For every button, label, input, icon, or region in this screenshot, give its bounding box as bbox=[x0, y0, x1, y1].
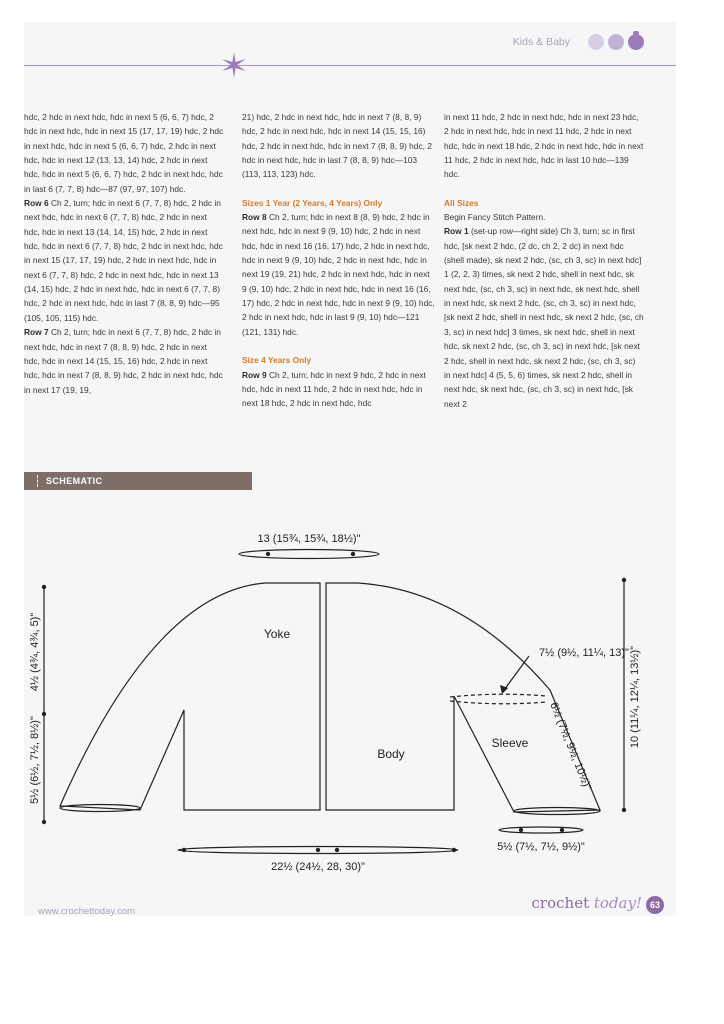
header-dots-icon bbox=[582, 31, 662, 53]
yoke-depth-measure: 4½ (4¾, 4¾, 5)" bbox=[29, 612, 41, 692]
footer-url[interactable]: www.crochettoday.com bbox=[38, 906, 135, 916]
sleeve-label: Sleeve bbox=[491, 736, 529, 750]
cuff-dimension-ellipse bbox=[499, 827, 583, 833]
text-column-3 bbox=[444, 110, 644, 411]
row-7 bbox=[24, 325, 224, 397]
schematic-tick bbox=[37, 475, 39, 487]
neck-measure: 13 (15¾, 15¾, 18½)" bbox=[257, 533, 361, 545]
row-text: Ch 2, turn; hdc in next 6 (7, 7, 8) hdc, 2 hdc in next hdc, hdc in next 7 (8, 8, 9) hdc, 2 hdc in next hdc, hdc in next 14 (15, 15, 16) hdc, 2 hdc in next hdc, hdc in next 7 (8, 8, 9) hdc, 2 hdc in next hdc, hdc in next 17 (19, 19, bbox=[24, 327, 223, 395]
row-9 bbox=[242, 368, 436, 411]
row-label: Row 9 bbox=[242, 369, 267, 380]
magazine-logo bbox=[532, 894, 642, 912]
logo-crochet: crochet bbox=[531, 894, 590, 912]
page-number: 63 bbox=[646, 896, 664, 914]
paragraph: 21) hdc, 2 hdc in next hdc, hdc in next 7 (8, 8, 9) hdc, 2 hdc in next hdc, hdc in next 14 (15, 15, 16) hdc, 2 hdc in next hdc, hdc in next 7 (8, 8, 9) hdc, 2 hdc in next hdc, hdc in last 7 (8, 8, 9) hdc—103 (113, 113, 123) hdc. bbox=[242, 112, 432, 180]
upper-arm-arrow bbox=[504, 656, 529, 690]
upper-arm-measure: 7½ (9½, 11¼, 13)" bbox=[539, 647, 629, 659]
cuff-width-measure: 5½ (7½, 7½, 9½)" bbox=[497, 841, 585, 853]
size-heading: All Sizes bbox=[444, 197, 479, 208]
total-length-measure: 10 (11¼, 12¼, 13½)" bbox=[629, 645, 641, 749]
row-label: Row 7 bbox=[24, 327, 49, 338]
row-8 bbox=[242, 210, 436, 339]
yoke-label: Yoke bbox=[263, 627, 291, 641]
paragraph: Begin Fancy Stitch Pattern. bbox=[444, 212, 546, 223]
size-heading: Size 4 Years Only bbox=[242, 355, 312, 366]
row-text: Ch 2, turn; hdc in next 8 (8, 9) hdc, 2 hdc in next hdc, hdc in next 9 (9, 10) hdc, 2 hdc in next hdc, hdc in next 16 (16, 17) hdc, 2 hdc in next hdc, hdc in next 9 (9, 10) hdc, 2 hdc in next hdc, hdc in next 19 (19, 21) hdc, 2 hdc in next hdc, hdc in next 9 (9, 10) hdc, 2 hdc in next hdc, hdc in next 16 (16, 17) hdc, 2 hdc in next hdc, hdc in next 9 (9, 10) hdc, 2 hdc in next hdc, hdc in last 9 (9, 10) hdc—121 (121, 131) hdc. bbox=[242, 212, 435, 337]
hem-width-measure: 22½ (24½, 28, 30)" bbox=[271, 861, 365, 873]
garment-left-half bbox=[60, 583, 320, 810]
section-title: Kids & Baby bbox=[512, 36, 570, 48]
text-column-1 bbox=[24, 110, 224, 397]
row-label: Row 8 bbox=[242, 212, 267, 223]
row-1 bbox=[444, 224, 644, 410]
logo-today: today! bbox=[593, 894, 642, 912]
paragraph: in next 11 hdc, 2 hdc in next hdc, hdc in next 23 hdc, 2 hdc in next hdc, hdc in next 11 hdc, 2 hdc in next hdc, hdc in next 18 hdc, 2 hdc in next hdc, hdc in next 11 hdc, 2 hdc in next hdc, hdc in last 10 hdc—139 hdc. bbox=[444, 112, 644, 180]
size-heading: Sizes 1 Year (2 Years, 4 Years) Only bbox=[242, 197, 383, 208]
row-6 bbox=[24, 196, 224, 325]
text-column-2 bbox=[242, 110, 436, 411]
sleeve-length-measure: 6½ (7½, 9½, 10½)" bbox=[547, 700, 594, 793]
row-text: Ch 2, turn; hdc in next 9 hdc, 2 hdc in next hdc, hdc in next 11 hdc, 2 hdc in next hdc, hdc in next 18 hdc, 2 hdc in next hdc, hdc bbox=[242, 369, 426, 409]
paragraph: hdc, 2 hdc in next hdc, hdc in next 5 (6, 6, 7) hdc, 2 hdc in next hdc, hdc in next 15 (17, 17, 19) hdc, 2 hdc in next hdc, hdc in next 5 (6, 6, 7) hdc, 2 hdc in next hdc, hdc in next 12 (13, 13, 14) hdc, 2 hdc in next hdc, hdc in next 5 (6, 6, 7) hdc, 2 hdc in next hdc, hdc in last 6 (7, 7, 8) hdc—87 (97, 97, 107) hdc. bbox=[24, 112, 224, 194]
header-rule bbox=[24, 65, 676, 66]
body-label: Body bbox=[377, 747, 405, 761]
neck-ellipse bbox=[239, 550, 379, 559]
row-label: Row 6 bbox=[24, 198, 49, 209]
star-ornament-icon bbox=[220, 51, 248, 79]
row-text: Ch 2, turn; hdc in next 6 (7, 7, 8) hdc, 2 hdc in next hdc, hdc in next 6 (7, 7, 8) hdc, 2 hdc in next hdc, hdc in next 13 (14, 14, 15) hdc, 2 hdc in next hdc, hdc in next 6 (7, 7, 8) hdc, 2 hdc in next hdc, hdc in next 15 (17, 17, 19) hdc, 2 hdc in next hdc, hdc in next 6 (7, 7, 8) hdc, 2 hdc in next hdc, hdc in next 13 (14, 15) hdc, 2 hdc in next hdc, hdc in next 6 (7, 7, 8) hdc, 2 hdc in next hdc, hdc in last 7 (8, 8, 9) hdc—95 (105, 105, 115) hdc. bbox=[24, 198, 223, 323]
row-text: (set-up row—right side) Ch 3, turn; sc in first hdc, [sk next 2 hdc, (2 dc, ch 2, 2 dc) in next hdc (shell made), sk next 2 hdc, (sc, ch 3, sc) in next hdc] 1 (2, 2, 3) times, sk next 2 hdc, shell in next hdc, sk next hdc, (sc, ch 3, sc) in next hdc, sk next hdc, shell in next hdc, sk next 2 hdc, (sc, ch 3, sc) in next hdc, [sk next 2 hdc, shell in next hdc, sk next 2 hdc, (sc, ch 3, sc) in next hdc] 3 times, sk next hdc, shell in next hdc, sk next 2 hdc, (sc, ch 3, sc) in next hdc, [sk next 2 hdc, shell in next hdc, sk next 2 hdc, (sc, ch 3, sc) in next hdc] 4 (5, 5, 6) times, sk next 2 hdc, shell in next hdc, sk next hdc, (sc, ch 3, sc) in next hdc, [sk next 2 bbox=[444, 226, 644, 409]
schematic-diagram bbox=[24, 492, 676, 912]
upper-arm-dashed-lower bbox=[450, 701, 546, 704]
magazine-page bbox=[24, 22, 676, 916]
row-label: Row 1 bbox=[444, 226, 469, 237]
body-length-measure: 5½ (6½, 7½, 8½)" bbox=[29, 716, 41, 804]
upper-arm-dashed bbox=[450, 694, 546, 697]
schematic-heading: SCHEMATIC bbox=[46, 476, 103, 486]
garment-right-half bbox=[326, 583, 600, 812]
